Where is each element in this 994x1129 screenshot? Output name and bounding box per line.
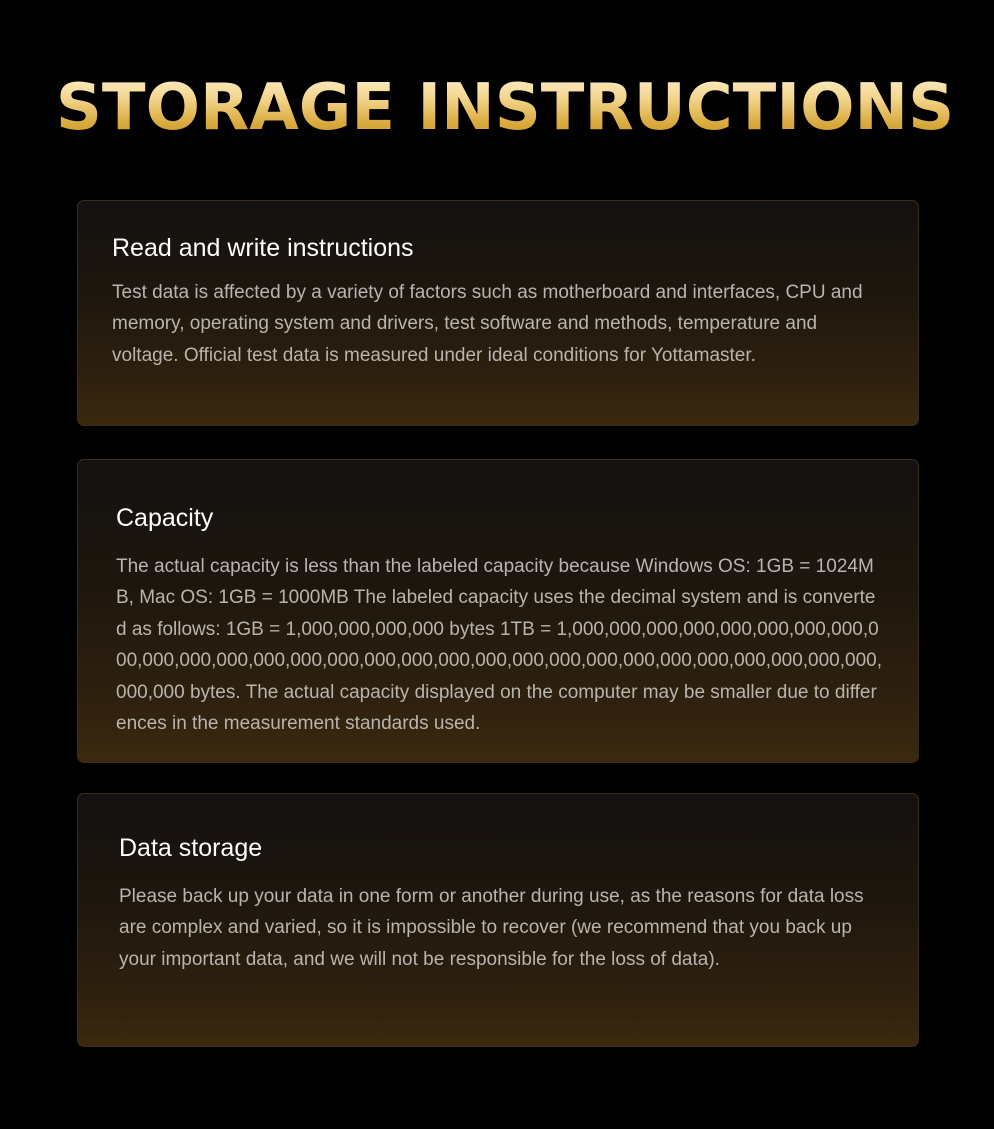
capacity-card bbox=[77, 459, 919, 763]
card-body-text: Please back up your data in one form or another during use, as the reasons for data loss are complex and varied, so it is impossible to recover (we recommend that you back up your important data, and we will not be responsible for the loss of data). bbox=[119, 886, 864, 970]
page-title: STORAGE INSTRUCTIONS bbox=[0, 68, 994, 148]
card-heading: Read and write instructions bbox=[112, 234, 414, 262]
card-body-text: The actual capacity is less than the labeled capacity because Windows OS: 1GB = 1024MB, Mac OS: 1GB = 1000MB The labeled capacity uses the decimal system and is converted as follows: 1GB = 1,000,000,000,000 bytes 1TB = 1,000,000,000,000,000,000,000,000,000,000,000,000,000,000,000,000,000,000,000,000,000,000,000,000,000,000,000,000,000,000,000 bytes. The actual capacity displayed on the computer may be smaller due to differences in the measurement standards used. bbox=[116, 556, 883, 735]
read-write-instructions-card bbox=[77, 200, 919, 426]
card-heading: Data storage bbox=[119, 834, 263, 862]
card-body-text: Test data is affected by a variety of factors such as motherboard and interfaces, CPU and memory, operating system and drivers, test software and methods, temperature and voltage. Official test data is measured under ideal conditions for Yottamaster. bbox=[112, 282, 863, 366]
card-heading: Capacity bbox=[116, 504, 214, 532]
data-storage-card bbox=[77, 793, 919, 1047]
